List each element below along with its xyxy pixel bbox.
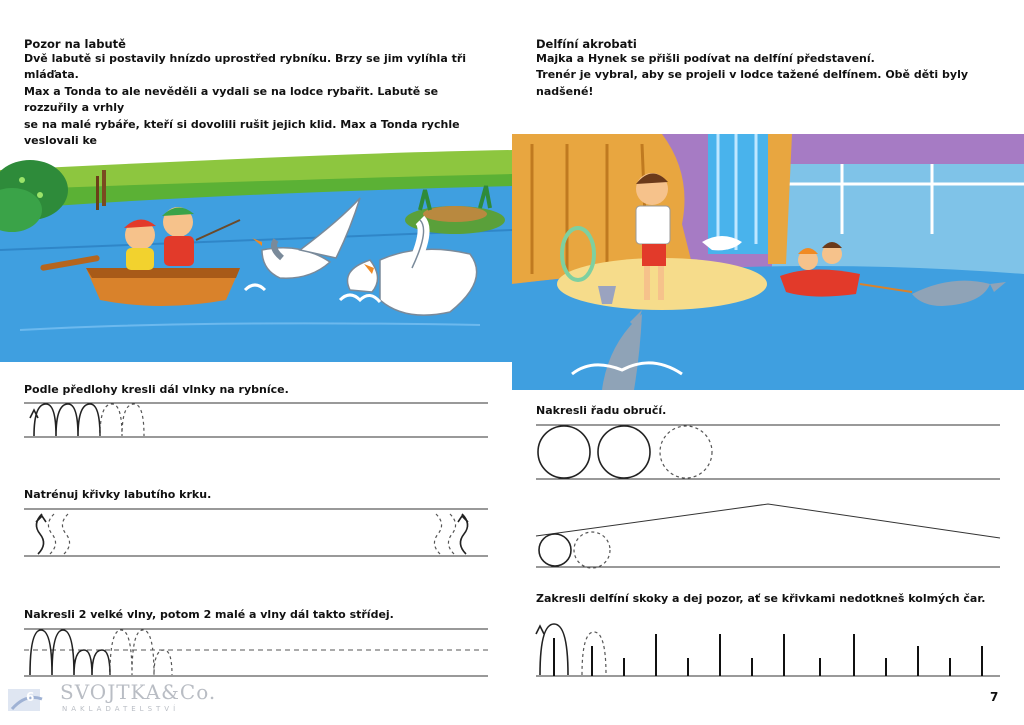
left-story-line: Max a Tonda to ale nevěděli a vydali se na lodce rybařit. Labutě se rozzuřily a vrhly — [24, 84, 439, 115]
left-story-line: se na malé rybáře, kteří si dovolili rušit jejich klid. Max a Tonda rychle veslovali ke — [24, 117, 460, 148]
left-story-title: Pozor na labutě — [24, 37, 126, 51]
left-story-text — [24, 51, 494, 166]
right-task-dolphin-jumps: Zakresli delfíní skoky a dej pozor, ať se křivkami nedotkneš kolmých čar. — [536, 592, 986, 605]
left-page-number: 6 — [26, 690, 35, 704]
right-story-title: Delfíní akrobati — [536, 37, 637, 51]
swan-neck-tracing-lines — [24, 508, 488, 558]
left-task-waves: Podle předlohy kresli dál vlnky na rybníce. — [24, 383, 289, 396]
left-task-big-small-waves: Nakresli 2 velké vlny, potom 2 malé a vlny dál takto střídej. — [24, 608, 394, 621]
right-page-number: 7 — [990, 690, 999, 704]
swan-pond-illustration — [0, 150, 512, 362]
publisher-subtitle: NAKLADATELSTVÍ — [62, 705, 180, 713]
dolphin-jump-tracing-lines — [536, 612, 1000, 678]
right-story-line: Majka a Hynek se přišli podívat na delfíní představení. — [536, 52, 875, 65]
tent-hoop-tracing-lines — [536, 504, 1000, 568]
publisher-name: SVOJTKA&Co. — [60, 680, 217, 704]
right-story-text — [536, 51, 1006, 100]
hoop-tracing-lines — [536, 424, 1000, 480]
right-story-line: Trenér je vybral, aby se projeli v lodce tažené delfínem. Obě děti byly nadšené! — [536, 68, 969, 98]
big-small-wave-tracing-lines — [24, 628, 488, 680]
right-task-hoops: Nakresli řadu obručí. — [536, 404, 667, 417]
wave-tracing-lines — [24, 402, 488, 438]
left-story-line: Dvě labutě si postavily hnízdo uprostřed rybníku. Brzy se jim vylíhla tři mláďata. — [24, 52, 467, 82]
left-task-swan-neck: Natrénuj křivky labutího krku. — [24, 488, 212, 501]
dolphin-show-illustration — [512, 134, 1024, 390]
